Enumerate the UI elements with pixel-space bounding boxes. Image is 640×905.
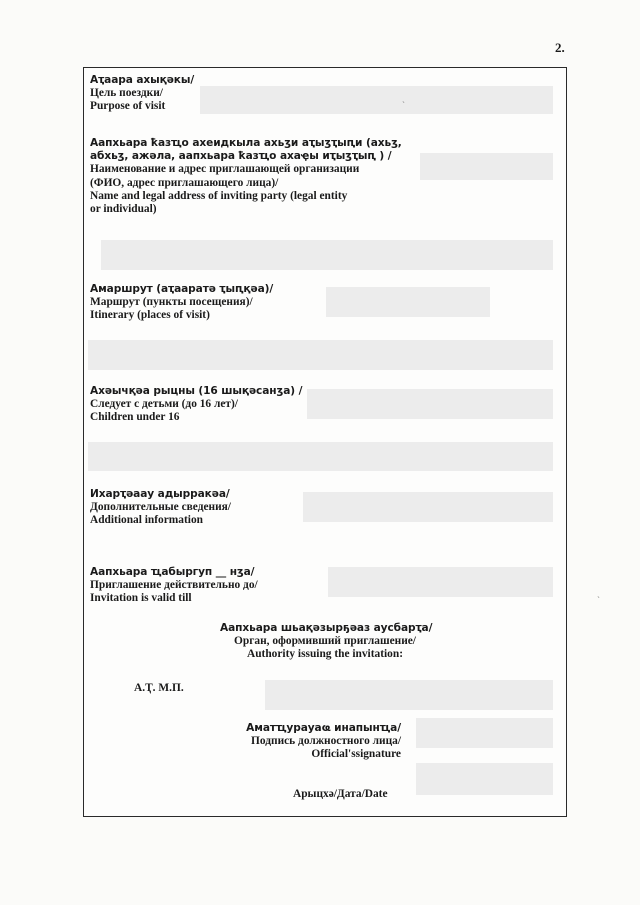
purpose-label: Аҭаара ахықәкы/ Цель поездки/ Purpose of visit <box>90 74 195 113</box>
scan-speck: ˋ <box>402 100 405 110</box>
inviting-party-label: Аапхьара ҟазҵо ахеидкыла ахьӡи аҭыӡҭыԥи (ахьӡ, абхьӡ, ажәла, аапхьара ҟазҵо ахаҿы иҭыӡҭыԥ ) / Наименование и адрес приглашающей организации (ФИО, адрес приглашающего лица)/ Name and legal address of inviting party (legal entity or individual) <box>90 137 402 216</box>
stamp-label: А.Ҭ. М.П. <box>134 682 184 694</box>
children-field-2[interactable] <box>88 442 553 471</box>
authority-field[interactable] <box>265 680 553 710</box>
signature-label: Аматҵурауаҩ инапынҵа/ Подпись должностного лица/ Official'ssignature <box>246 722 401 761</box>
scan-speck: ˋ <box>597 595 600 605</box>
page-number: 2. <box>555 40 565 55</box>
children-label: Ахәычқәа рыцны (16 шықәсанӡа) / Следует с детьми (до 16 лет)/ Children under 16 <box>90 385 303 424</box>
valid-till-field[interactable] <box>328 567 553 597</box>
itinerary-field-2[interactable] <box>88 340 553 370</box>
additional-info-label: Ихарҭәаау адырракәа/ Дополнительные сведения/ Additional information <box>90 488 231 527</box>
signature-field[interactable] <box>416 718 553 748</box>
authority-label: Аапхьара шьақәзырҕәаз аусбарҭа/ Орган, оформивший приглашение/ Authority issuing the invitation: <box>220 622 433 661</box>
children-field-1[interactable] <box>307 389 553 419</box>
purpose-field[interactable] <box>200 86 553 114</box>
valid-till-label: Аапхьара ҵабыргуп __ нӡа/ Приглашение действительно до/ Invitation is valid till <box>90 566 258 605</box>
itinerary-label: Амаршрут (аҭааратә ҭыԥқәа)/ Маршрут (пункты посещения)/ Itinerary (places of visit) <box>90 283 274 322</box>
itinerary-field-1[interactable] <box>326 287 490 317</box>
inviting-party-field-1[interactable] <box>420 153 553 180</box>
additional-info-field[interactable] <box>303 492 553 522</box>
date-label: Арыцхә/Дата/Date <box>293 788 388 800</box>
inviting-party-field-2[interactable] <box>101 240 553 270</box>
date-field[interactable] <box>416 763 553 795</box>
